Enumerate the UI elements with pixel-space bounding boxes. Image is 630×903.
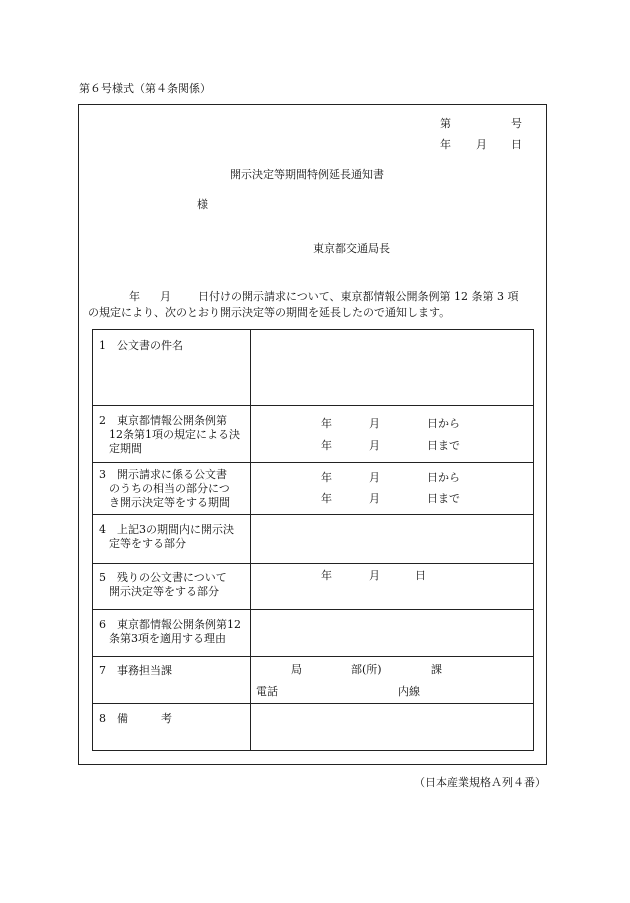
row-3-from-day: 日から — [427, 471, 460, 484]
row-2-to-day: 日まで — [427, 439, 460, 452]
row-2-label: 2 東京都情報公開条例第 12条第1項の規定による決 定期間 — [99, 414, 240, 455]
row-2-from-year: 年 — [321, 417, 332, 430]
row-3-to-day: 日まで — [427, 492, 460, 505]
footer-note: （日本産業規格Ａ列４番） — [414, 776, 546, 789]
row-7-department: 部(所) — [351, 663, 382, 676]
row-2-from-month: 月 — [369, 417, 380, 430]
row-8-label: 8 備 考 — [99, 712, 172, 725]
row-4-label: 4 上記3の期間内に開示決 定等をする部分 — [99, 523, 234, 550]
row-2-from-day: 日から — [427, 417, 460, 430]
row-divider — [93, 609, 533, 610]
body-line1: 日付けの開示請求について、東京都情報公開条例第 12 条第 3 項 — [198, 290, 519, 303]
issuer-name: 東京都交通局長 — [313, 242, 390, 255]
date-month: 月 — [476, 138, 487, 151]
row-5-year: 年 — [321, 569, 332, 582]
row-1-label: 1 公文書の件名 — [99, 339, 183, 352]
body-year: 年 — [129, 290, 140, 303]
number-prefix: 第 — [440, 117, 451, 130]
row-2-to-year: 年 — [321, 439, 332, 452]
row-6-label: 6 東京都情報公開条例第12 条第3項を適用する理由 — [99, 618, 241, 645]
row-3-to-month: 月 — [369, 492, 380, 505]
row-divider — [93, 405, 533, 406]
row-3-from-year: 年 — [321, 471, 332, 484]
row-3-label: 3 開示請求に係る公文書 のうちの相当の部分につ き開示決定等をする期間 — [99, 468, 230, 509]
row-divider — [93, 514, 533, 515]
row-7-bureau: 局 — [291, 663, 302, 676]
addressee-suffix: 様 — [197, 198, 208, 211]
date-year: 年 — [440, 138, 451, 151]
document-title: 開示決定等期間特例延長通知書 — [230, 168, 384, 181]
row-5-day: 日 — [415, 569, 426, 582]
details-table — [92, 329, 534, 751]
body-line2: の規定により、次のとおり開示決定等の期間を延長したので通知します。 — [88, 306, 451, 319]
row-3-to-year: 年 — [321, 492, 332, 505]
row-2-to-month: 月 — [369, 439, 380, 452]
row-divider — [93, 656, 533, 657]
row-7-extension: 内線 — [398, 685, 420, 698]
row-5-label: 5 残りの公文書について 開示決定等をする部分 — [99, 571, 227, 598]
number-suffix: 号 — [511, 117, 522, 130]
row-divider — [93, 563, 533, 564]
row-7-phone: 電話 — [256, 685, 278, 698]
row-divider — [93, 462, 533, 463]
body-month: 月 — [160, 290, 171, 303]
row-7-section: 課 — [431, 663, 442, 676]
row-5-month: 月 — [369, 569, 380, 582]
date-day: 日 — [511, 138, 522, 151]
row-7-label: 7 事務担当課 — [99, 664, 172, 677]
column-divider — [250, 330, 251, 750]
form-label: 第６号様式（第４条関係） — [79, 82, 211, 95]
row-3-from-month: 月 — [369, 471, 380, 484]
row-divider — [93, 703, 533, 704]
